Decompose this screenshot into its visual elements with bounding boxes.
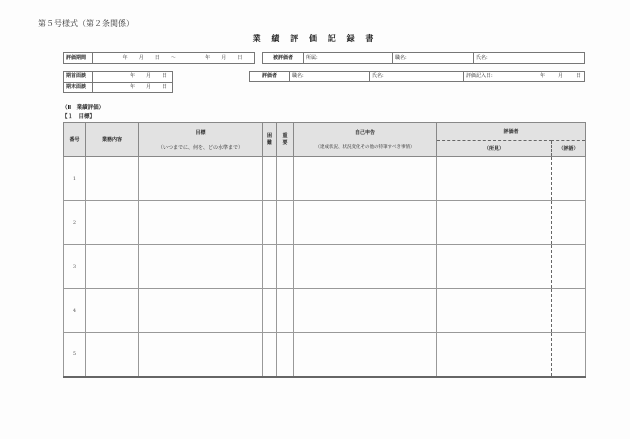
month-label: 月 (145, 83, 151, 90)
header-goal (139, 123, 263, 157)
opinion-cell[interactable] (437, 333, 552, 377)
difficulty-cell[interactable] (263, 333, 277, 377)
evaluation-period-field[interactable] (93, 53, 254, 63)
position-label: 職名: (395, 54, 407, 61)
goal-cell[interactable] (139, 289, 263, 333)
evaluation-period-box (63, 52, 255, 64)
header-task: 業務内容 (86, 123, 139, 157)
section-title: （Ⅱ 業績評価） (62, 105, 105, 111)
name-label: 氏名: (476, 54, 488, 61)
opinion-cell[interactable] (437, 157, 552, 201)
goal-title: 目標 (195, 129, 206, 136)
evaluator-name-field[interactable] (370, 72, 464, 81)
end-interview-label: 期末面談 (64, 83, 93, 93)
interview-row-start (64, 72, 172, 83)
task-cell[interactable] (86, 245, 139, 289)
start-day-label: 日 (154, 54, 160, 61)
importance-cell[interactable] (277, 289, 294, 333)
day-label: 日 (575, 73, 581, 79)
table-row (64, 201, 586, 245)
affiliation-label: 所属: (306, 54, 318, 61)
rating-cell[interactable] (552, 289, 586, 333)
self-report-cell[interactable] (294, 289, 437, 333)
goal-cell[interactable] (139, 333, 263, 377)
importance-cell[interactable] (277, 201, 294, 245)
section-subtitle: 【１ 目標】 (62, 114, 96, 120)
evaluator-position-label: 職名: (292, 73, 304, 79)
table-row (64, 157, 586, 201)
end-interview-date-field[interactable] (93, 83, 172, 93)
header-number: 番号 (64, 123, 86, 157)
header-evaluator: 評価者 (437, 123, 586, 141)
interview-box (63, 71, 173, 93)
evaluation-period-label: 評価期間 (64, 53, 93, 63)
importance-label: 重要 (282, 133, 288, 146)
start-interview-date-field[interactable] (93, 72, 172, 82)
evaluator-name-label: 氏名: (372, 73, 384, 79)
header-self-report (294, 123, 437, 157)
end-month-label: 月 (221, 54, 227, 61)
opinion-cell[interactable] (437, 289, 552, 333)
tilde-label: ～ (170, 54, 176, 61)
row-number: 1 (64, 157, 86, 201)
goal-cell[interactable] (139, 201, 263, 245)
rating-cell[interactable] (552, 333, 586, 377)
header-importance (277, 123, 294, 157)
table-row (64, 245, 586, 289)
self-report-cell[interactable] (294, 201, 437, 245)
position-field[interactable] (393, 53, 474, 63)
month-label: 月 (145, 73, 151, 80)
importance-cell[interactable] (277, 333, 294, 377)
day-label: 日 (161, 83, 167, 90)
difficulty-label: 困難 (266, 133, 272, 146)
goals-table (63, 122, 586, 378)
evaluatee-label: 被評価者 (263, 53, 304, 63)
self-report-cell[interactable] (294, 157, 437, 201)
start-year-label: 年 (122, 54, 128, 61)
task-cell[interactable] (86, 201, 139, 245)
rating-cell[interactable] (552, 245, 586, 289)
name-field[interactable] (474, 53, 584, 63)
evaluator-position-field[interactable] (290, 72, 370, 81)
opinion-cell[interactable] (437, 245, 552, 289)
year-label: 年 (129, 73, 135, 80)
goal-cell[interactable] (139, 245, 263, 289)
difficulty-cell[interactable] (263, 289, 277, 333)
start-interview-label: 期首面談 (64, 72, 93, 82)
rating-cell[interactable] (552, 157, 586, 201)
difficulty-cell[interactable] (263, 245, 277, 289)
table-row (64, 333, 586, 377)
header-difficulty (263, 123, 277, 157)
entry-date-field[interactable] (464, 72, 584, 81)
row-number: 5 (64, 333, 86, 377)
task-cell[interactable] (86, 289, 139, 333)
rating-cell[interactable] (552, 201, 586, 245)
end-day-label: 日 (237, 54, 243, 61)
self-report-subtitle: （達成状況、状況変化その他の特筆すべき事情） (315, 145, 415, 150)
row-number: 2 (64, 201, 86, 245)
month-label: 月 (557, 73, 563, 79)
goal-cell[interactable] (139, 157, 263, 201)
start-month-label: 月 (138, 54, 144, 61)
opinion-cell[interactable] (437, 201, 552, 245)
task-cell[interactable] (86, 333, 139, 377)
header-evaluator-opinion: （所見） (437, 141, 552, 157)
row-number: 4 (64, 289, 86, 333)
end-year-label: 年 (205, 54, 211, 61)
self-report-cell[interactable] (294, 333, 437, 377)
day-label: 日 (161, 73, 167, 80)
evaluator-box (249, 71, 585, 82)
difficulty-cell[interactable] (263, 157, 277, 201)
importance-cell[interactable] (277, 245, 294, 289)
row-number: 3 (64, 245, 86, 289)
importance-cell[interactable] (277, 157, 294, 201)
table-row (64, 289, 586, 333)
task-cell[interactable] (86, 157, 139, 201)
year-label: 年 (539, 73, 545, 79)
interview-row-end (64, 83, 172, 93)
form-number: 第５号様式（第２条関係） (38, 19, 134, 28)
difficulty-cell[interactable] (263, 201, 277, 245)
year-label: 年 (129, 83, 135, 90)
affiliation-field[interactable] (304, 53, 393, 63)
page-title: 業 績 評 価 記 録 書 (252, 34, 378, 43)
evaluator-label: 評価者 (250, 72, 290, 81)
evaluatee-box (262, 52, 585, 64)
self-report-cell[interactable] (294, 245, 437, 289)
self-report-title: 自己申告 (354, 130, 375, 136)
entry-date-label: 評価記入日: (466, 73, 493, 79)
header-evaluator-rating: （評語） (552, 141, 586, 157)
goal-subtitle: （いつまでに、何を、どの水準まで） (157, 144, 243, 151)
